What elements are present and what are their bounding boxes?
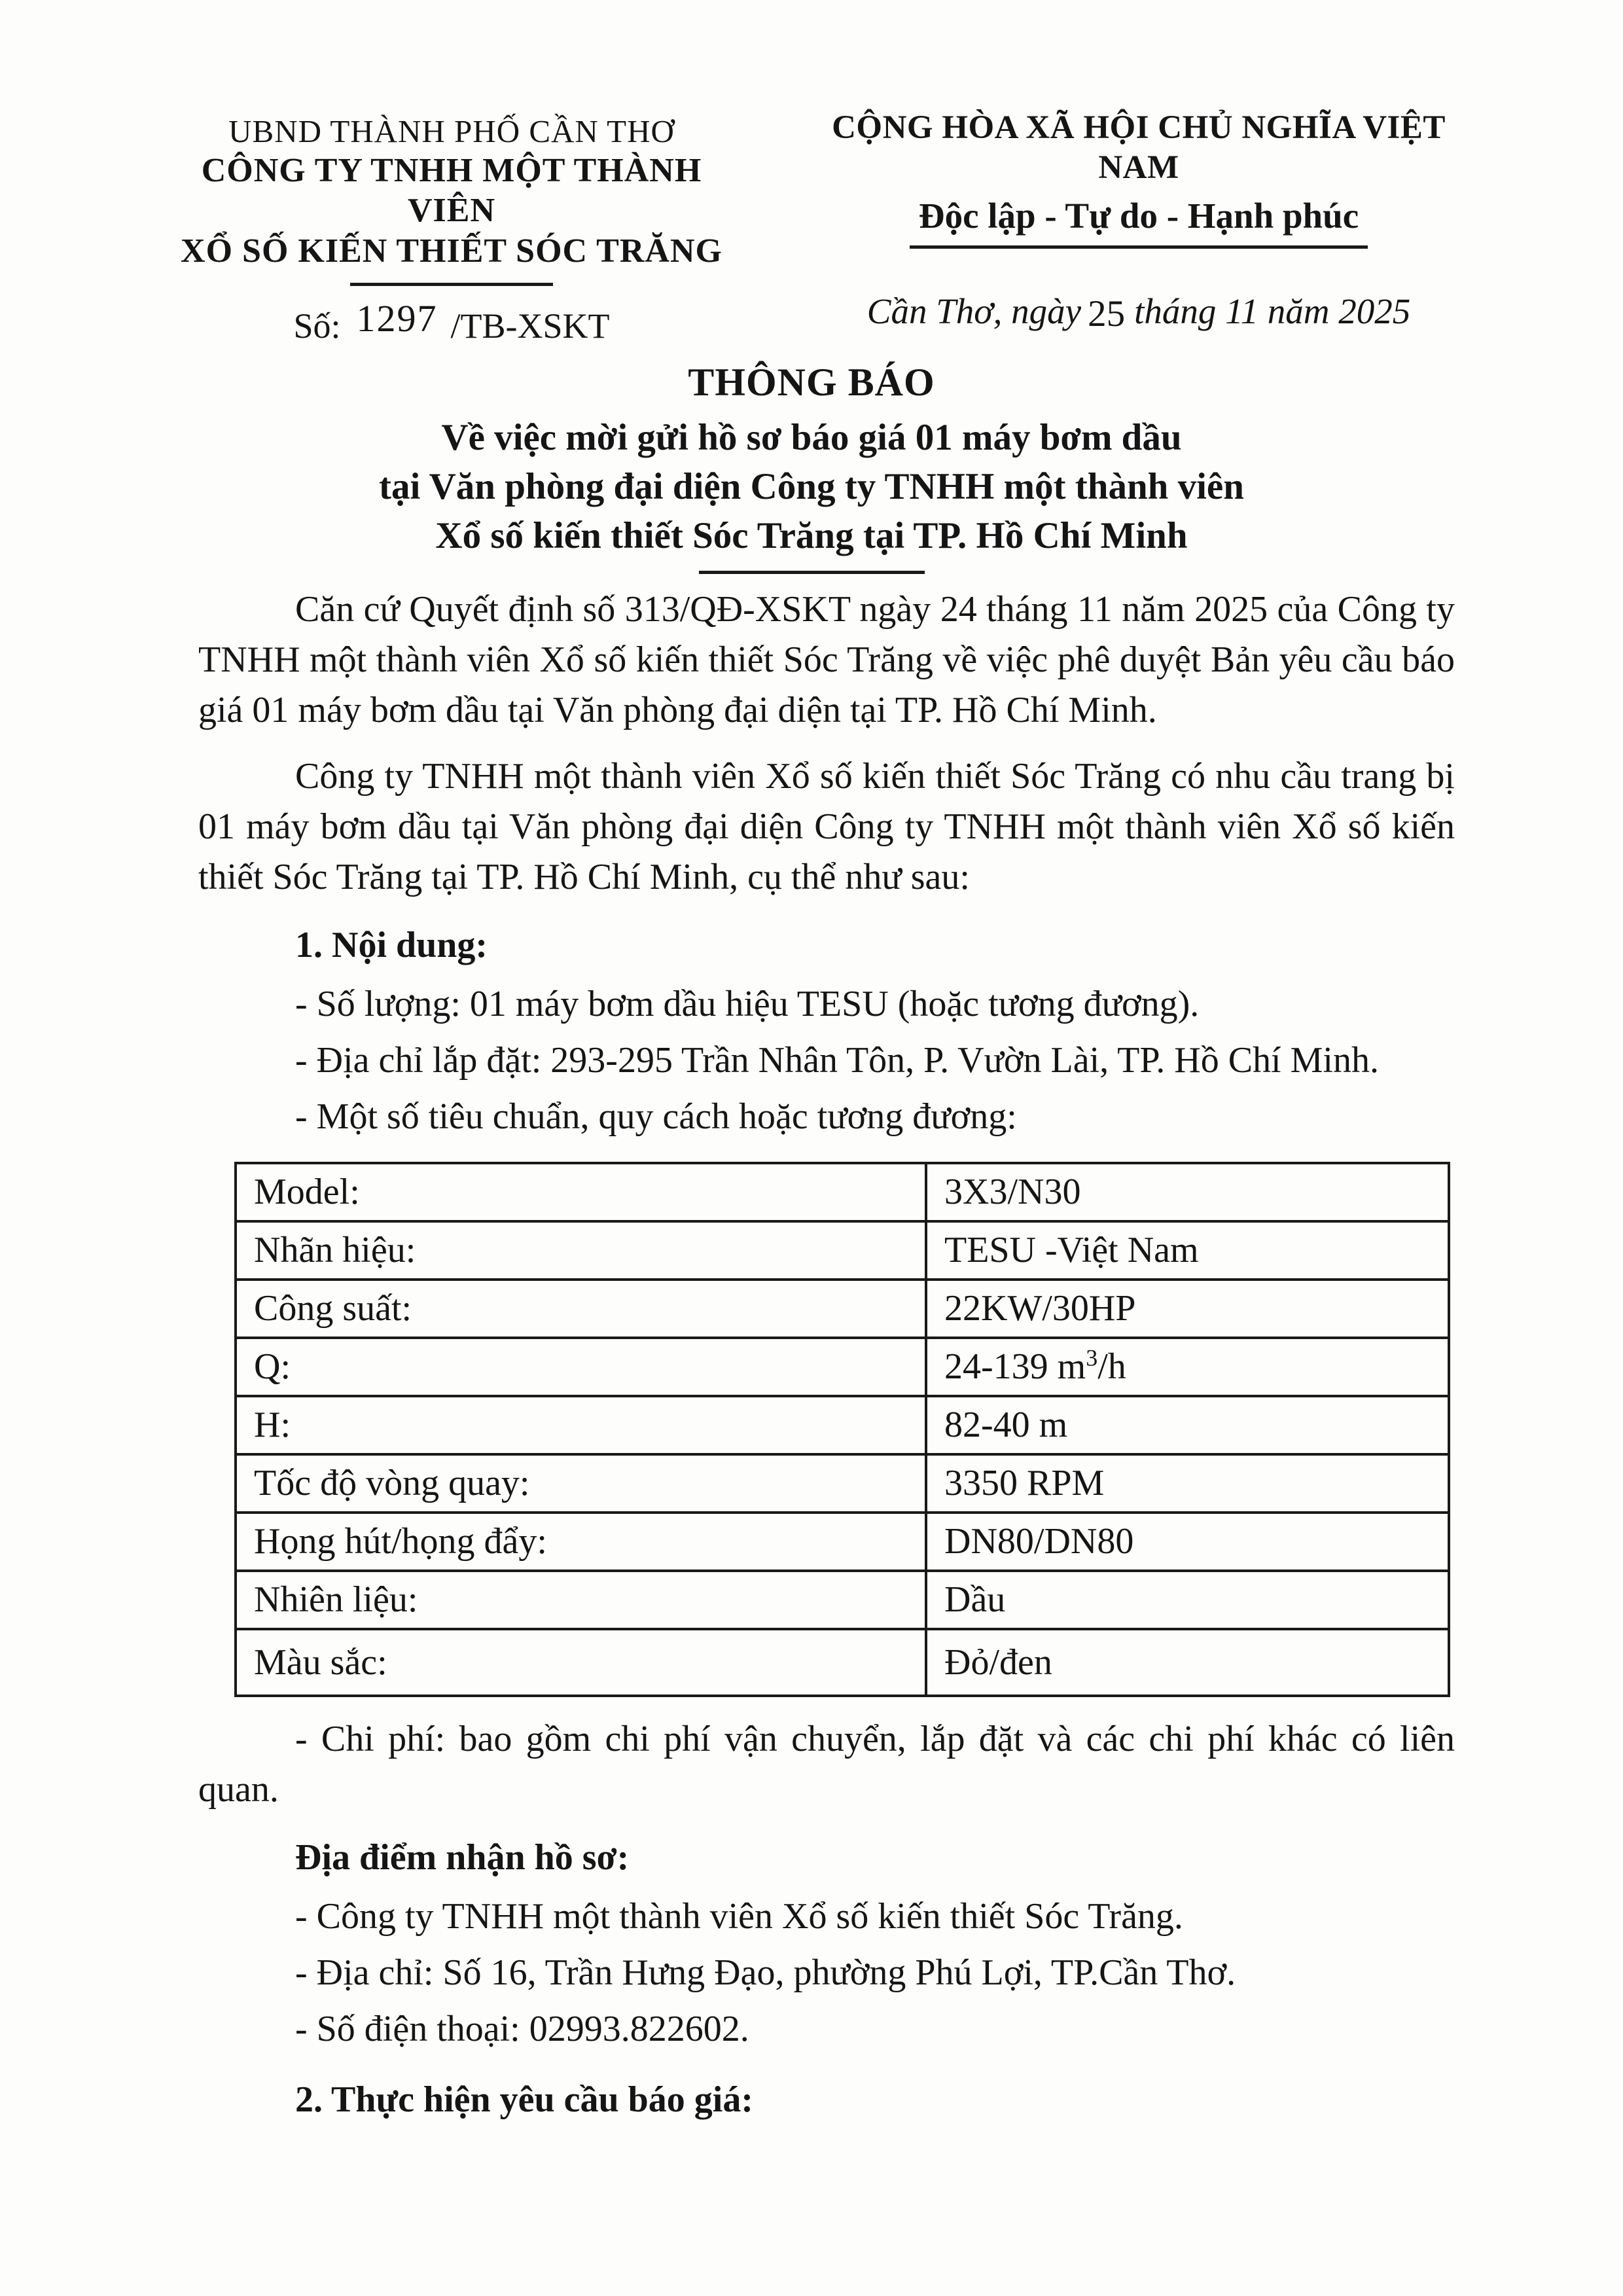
table-row (236, 1396, 1449, 1454)
table-row (236, 1280, 1449, 1338)
table-row (236, 1629, 1449, 1696)
authority-name: UBND THÀNH PHỐ CẦN THƠ (228, 113, 675, 149)
date-day: 25 (1088, 293, 1126, 335)
table-row (236, 1163, 1449, 1221)
spec-value-cell: Dầu (926, 1571, 1449, 1629)
spec-label-cell: Tốc độ vòng quay: (236, 1454, 926, 1513)
doc-subtitle (0, 413, 1623, 560)
national-motto-line1: CỘNG HÒA XÃ HỘI CHỦ NGHĨA VIỆT NAM (832, 109, 1446, 187)
spec-value-cell: 22KW/30HP (926, 1280, 1449, 1338)
national-header (789, 108, 1489, 334)
paragraph-legal-basis: Căn cứ Quyết định số 313/QĐ-XSKT ngày 24 tháng 11 năm 2025 của Công ty TNHH một thành viên Xổ số kiến thiết Sóc Trăng về việc phê duyệt Bản yêu cầu báo giá 01 máy bơm dầu tại Văn phòng đại diện tại TP. Hồ Chí Minh. (198, 589, 1455, 730)
table-row (236, 1338, 1449, 1396)
doc-subtitle-line3: Xổ số kiến thiết Sóc Trăng tại TP. Hồ Chí Minh (435, 515, 1188, 556)
date-prefix: Cần Thơ, ngày (866, 291, 1082, 332)
bullet-address: - Địa chỉ: Số 16, Trần Hưng Đạo, phường Phú Lợi, TP.Cần Thơ. (295, 1952, 1236, 1993)
table-row (236, 1454, 1449, 1513)
paragraph-demand: Công ty TNHH một thành viên Xổ số kiến thiết Sóc Trăng có nhu cầu trang bị 01 máy bơm dầu tại Văn phòng đại diện Công ty TNHH một thành viên Xổ số kiến thiết Sóc Trăng tại TP. Hồ Chí Minh, cụ thể như sau: (198, 756, 1455, 897)
org-header (164, 113, 740, 348)
spec-label-cell: Công suất: (236, 1280, 926, 1338)
bullet-standards: - Một số tiêu chuẩn, quy cách hoặc tương đương: (295, 1096, 1017, 1137)
document-number-label: Số: (293, 306, 341, 346)
spec-value-cell (926, 1338, 1449, 1396)
table-row (236, 1221, 1449, 1280)
document-body (198, 584, 1455, 2130)
document-number (164, 296, 740, 348)
bullet-phone: - Số điện thoại: 02993.822602. (295, 2009, 749, 2049)
doc-title-block (0, 360, 1623, 574)
spec-label-cell: Họng hút/họng đẩy: (236, 1513, 926, 1571)
section2-heading: 2. Thực hiện yêu cầu báo giá: (295, 2079, 753, 2120)
flow-value-pre: 24-139 m (944, 1346, 1086, 1387)
date-suffix: tháng 11 năm 2025 (1134, 291, 1411, 332)
title-rule (699, 571, 925, 574)
location-heading: Địa điểm nhận hồ sơ: (295, 1837, 630, 1878)
table-row (236, 1571, 1449, 1629)
spec-value-cell: TESU -Việt Nam (926, 1221, 1449, 1280)
document-number-value: 1297 (356, 296, 438, 340)
flow-value-post: /h (1097, 1346, 1126, 1387)
company-name-line1: CÔNG TY TNHH MỘT THÀNH VIÊN (201, 151, 702, 230)
org-header-rule (350, 283, 553, 286)
paragraph-cost-note: - Chi phí: bao gồm chi phí vận chuyển, lắp đặt và các chi phí khác có liên quan. (198, 1719, 1455, 1810)
spec-label-cell: Nhãn hiệu: (236, 1221, 926, 1280)
spec-label-cell: Màu sắc: (236, 1629, 926, 1696)
document-number-suffix: /TB-XSKT (450, 306, 610, 346)
spec-label-cell: Nhiên liệu: (236, 1571, 926, 1629)
bullet-install-address: - Địa chỉ lắp đặt: 293-295 Trần Nhân Tôn, P. Vườn Lài, TP. Hồ Chí Minh. (295, 1040, 1379, 1081)
company-name-line2: XỔ SỐ KIẾN THIẾT SÓC TRĂNG (181, 232, 722, 270)
table-row (236, 1513, 1449, 1571)
flow-value-sup: 3 (1086, 1344, 1098, 1371)
doc-subtitle-line2: tại Văn phòng đại diện Công ty TNHH một thành viên (379, 466, 1244, 507)
spec-label-cell: H: (236, 1396, 926, 1454)
national-motto-line2: Độc lập - Tự do - Hạnh phúc (910, 194, 1368, 249)
doc-title: THÔNG BÁO (688, 361, 935, 404)
bullet-quantity: - Số lượng: 01 máy bơm dầu hiệu TESU (hoặc tương đương). (295, 984, 1200, 1024)
spec-label-cell: Q: (236, 1338, 926, 1396)
date-line (789, 289, 1489, 334)
spec-value-cell: DN80/DN80 (926, 1513, 1449, 1571)
bullet-company: - Công ty TNHH một thành viên Xổ số kiến thiết Sóc Trăng. (295, 1896, 1183, 1937)
spec-table (234, 1162, 1450, 1697)
spec-value-cell: 82-40 m (926, 1396, 1449, 1454)
spec-value-cell: 3350 RPM (926, 1454, 1449, 1513)
doc-subtitle-line1: Về việc mời gửi hồ sơ báo giá 01 máy bơm dầu (441, 417, 1182, 458)
spec-label-cell: Model: (236, 1163, 926, 1221)
section1-heading: 1. Nội dung: (295, 925, 488, 965)
spec-value-cell: 3X3/N30 (926, 1163, 1449, 1221)
spec-value-cell: Đỏ/đen (926, 1629, 1449, 1696)
